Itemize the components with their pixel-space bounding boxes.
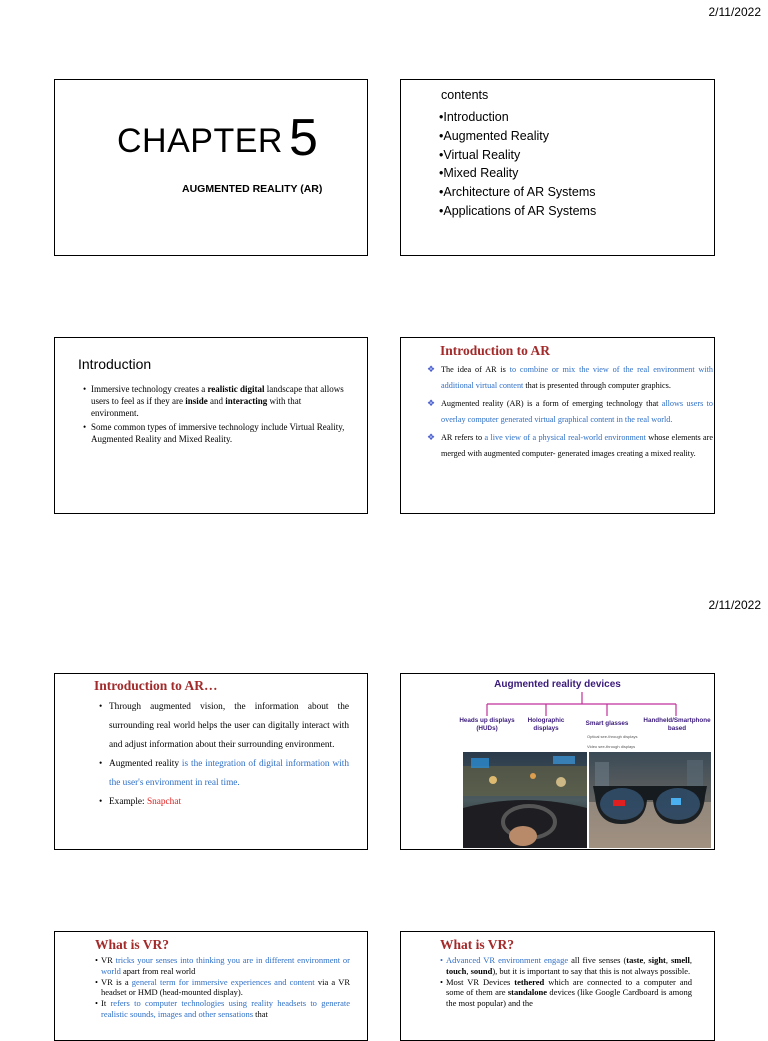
intro-ar-heading: Introduction to AR xyxy=(440,343,551,358)
contents-heading: contents xyxy=(441,88,489,102)
car-hud-photo xyxy=(463,752,587,848)
vr-heading-1: What is VR? xyxy=(95,937,170,952)
ar-cont-point-3: • Example: Snapchat xyxy=(99,797,182,807)
vr2-point-1: • Advanced VR environment engage all five senses (taste, sight, smell, touch, sound), but it is important to say that this is not always possible. xyxy=(440,955,693,976)
contents-list xyxy=(439,108,596,221)
hud-label: Heads up displays (HUDs) xyxy=(459,717,515,732)
ar-point-3: ❖ AR refers to a live view of a physical real-world environment whose elements are merged with augmented computer- generated images creating a mixed reality. xyxy=(427,432,714,458)
smart-glasses-photo xyxy=(589,752,711,848)
smart-glasses-label: Smart glasses xyxy=(585,720,629,727)
diamond-bullet-icon: ❖ xyxy=(427,432,436,443)
slide-chapter-title xyxy=(54,79,368,256)
intro-bullet-1: • Immersive technology creates a realistic digital landscape that allows users to feel as if they are inside and interacting with that environment. xyxy=(83,384,344,418)
vr1-point-1: • VR tricks your senses into thinking you are in different environment or world apart from real world xyxy=(95,955,350,976)
slide-ar-devices xyxy=(400,673,715,850)
contents-item: •Mixed Reality xyxy=(439,166,519,181)
ar-point-2: ❖ Augmented reality (AR) is a form of emerging technology that allows users to overlay computer generated virtual graphical content in the real world. xyxy=(427,398,713,424)
vr1-point-2: • VR is a general term for immersive experiences and content via a VR headset or HMD (head-mounted display). xyxy=(95,976,351,998)
slide-what-is-vr-2 xyxy=(400,931,715,1041)
slide-introduction-to-ar xyxy=(400,337,715,514)
holographic-label: Holographic displays xyxy=(527,717,565,732)
ar-devices-title: Augmented reality devices xyxy=(494,679,621,690)
vr-heading-2: What is VR? xyxy=(440,937,515,952)
contents-item: •Architecture of AR Systems xyxy=(439,185,596,200)
chapter-heading xyxy=(117,108,318,168)
contents-item: •Introduction xyxy=(439,110,509,124)
chapter-number: 5 xyxy=(288,109,319,167)
intro-ar-body xyxy=(427,362,713,465)
slide-contents xyxy=(400,79,715,256)
contents-item: •Augmented Reality xyxy=(439,128,549,143)
diamond-bullet-icon: ❖ xyxy=(427,364,436,374)
ar-point-1: ❖ The idea of AR is to combine or mix the view of the real environment with additional virtual content that is presented through computer graphics. xyxy=(427,364,713,390)
vr-body-2 xyxy=(440,955,692,1009)
introduction-body xyxy=(83,383,345,447)
chapter-word: CHAPTER xyxy=(117,122,283,160)
page-date-bottom: 2/11/2022 xyxy=(708,598,761,612)
video-note: Video see-through displays xyxy=(587,744,636,749)
introduction-heading: Introduction xyxy=(78,356,152,372)
chapter-subtitle: AUGMENTED REALITY (AR) xyxy=(182,183,323,195)
ar-cont-point-2: • Augmented reality is the integration of digital information with the user's environment in real time. xyxy=(99,759,349,788)
intro-bullet-2: • Some common types of immersive technology include Virtual Reality, Augmented Reality and Mixed Reality. xyxy=(83,422,345,444)
page-date-top: 2/11/2022 xyxy=(708,5,761,19)
contents-item: •Applications of AR Systems xyxy=(439,203,597,218)
handheld-label: Handheld/Smartphone based xyxy=(643,717,711,732)
diamond-bullet-icon: ❖ xyxy=(427,398,436,409)
vr-body-1 xyxy=(95,955,350,1020)
ar-cont-point-1: • Through augmented vision, the information about the surrounding real world helps the user can digitally interact with and adjust information about their surrounding environment. xyxy=(99,702,349,750)
optical-note: Optical see-through displays xyxy=(587,734,638,739)
slide-what-is-vr-1 xyxy=(54,931,368,1041)
slide-introduction-to-ar-continued xyxy=(54,673,368,850)
slide-introduction xyxy=(54,337,368,514)
contents-item: •Virtual Reality xyxy=(439,147,521,162)
intro-ar-cont-body xyxy=(99,698,349,812)
intro-ar-cont-heading: Introduction to AR… xyxy=(94,678,218,693)
vr1-point-3: • It refers to computer technologies using reality headsets to generate realistic sounds, images and other sensations that xyxy=(95,998,350,1019)
vr2-point-2: • Most VR Devices tethered which are connected to a computer and some of them are standalone devices (like Google Cardboard is among the most popular) and the xyxy=(440,976,692,1009)
